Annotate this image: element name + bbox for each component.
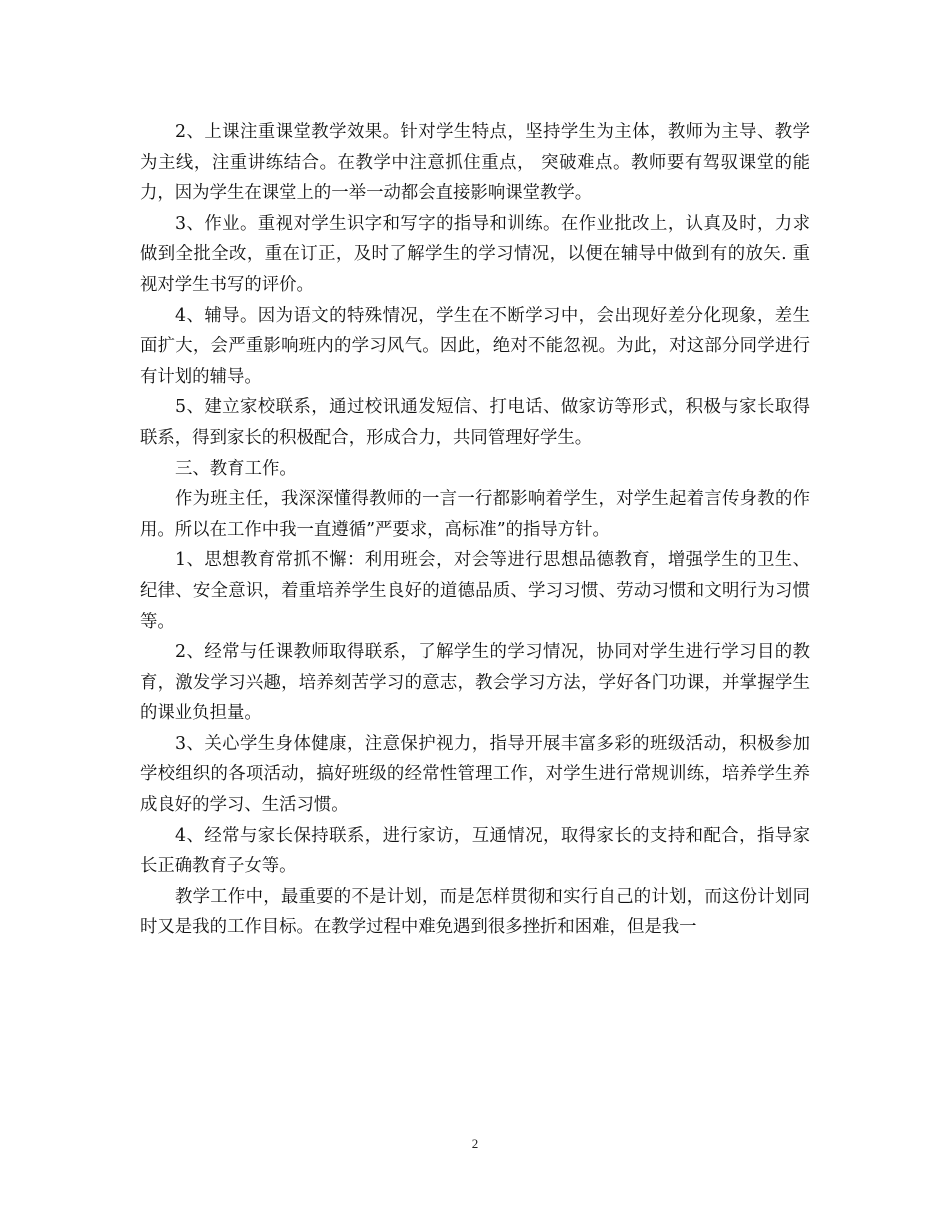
paragraph-tutoring: 4、辅导。因为语文的特殊情况，学生在不断学习中，会出现好差分化现象，差生面扩大，会严重影响班内的学习风气。因此，绝对不能忽视。为此，对这部分同学进行有计划的辅导。 (140, 305, 810, 387)
paragraph-home-school-contact: 5、建立家校联系，通过校讯通发短信、打电话、做家访等形式，积极与家长取得联系，得到家长的积极配合，形成合力，共同管理好学生。 (140, 397, 810, 448)
paragraph-teaching-plan: 教学工作中，最重要的不是计划，而是怎样贯彻和实行自己的计划，而这份计划同时又是我的工作目标。在教学过程中难免遇到很多挫折和困难，但是我一 (140, 886, 810, 938)
document-body (140, 117, 810, 943)
paragraph-class-teacher: 作为班主任，我深深懂得教师的一言一行都影响着学生，对学生起着言传身教的作用。所以在工作中我一直遵循”严要求，高标准”的指导方针。 (140, 489, 810, 540)
paragraph-homework: 3、作业。重视对学生识字和写字的指导和训练。在作业批改上，认真及时，力求做到全批全改，重在订正，及时了解学生的学习情况，以便在辅导中做到有的放矢. 重视对学生书写的评价。 (140, 213, 810, 295)
paragraph-teaching-effect: 2、上课注重课堂教学效果。针对学生特点，坚持学生为主体，教师为主导、教学为主线，注重讲练结合。在教学中注意抓住重点， 突破难点。教师要有驾驭课堂的能力，因为学生在课堂上的一举一动都会直接影响课堂教学。 (140, 122, 810, 204)
section-heading-education-work: 三、教育工作。 (175, 458, 297, 479)
paragraph-student-health: 3、关心学生身体健康，注意保护视力，指导开展丰富多彩的班级活动，积极参加学校组织的各项活动，搞好班级的经常性管理工作，对学生进行常规训练，培养学生养成良好的学习、生活习惯。 (140, 733, 810, 816)
page-number: 2 (471, 1136, 479, 1151)
paragraph-ideological-education: 1、思想教育常抓不懈：利用班会，对会等进行思想品德教育，增强学生的卫生、纪律、安全意识，着重培养学生良好的道德品质、学习习惯、劳动习惯和文明行为习惯等。 (140, 550, 810, 632)
paragraph-parent-contact: 4、经常与家长保持联系，进行家访，互通情况，取得家长的支持和配合，指导家长正确教育子女等。 (140, 825, 810, 877)
paragraph-teacher-contact: 2、经常与任课教师取得联系，了解学生的学习情况，协同对学生进行学习目的教育，激发学习兴趣，培养刻苦学习的意志，教会学习方法，学好各门功课，并掌握学生的课业负担量。 (140, 642, 810, 724)
